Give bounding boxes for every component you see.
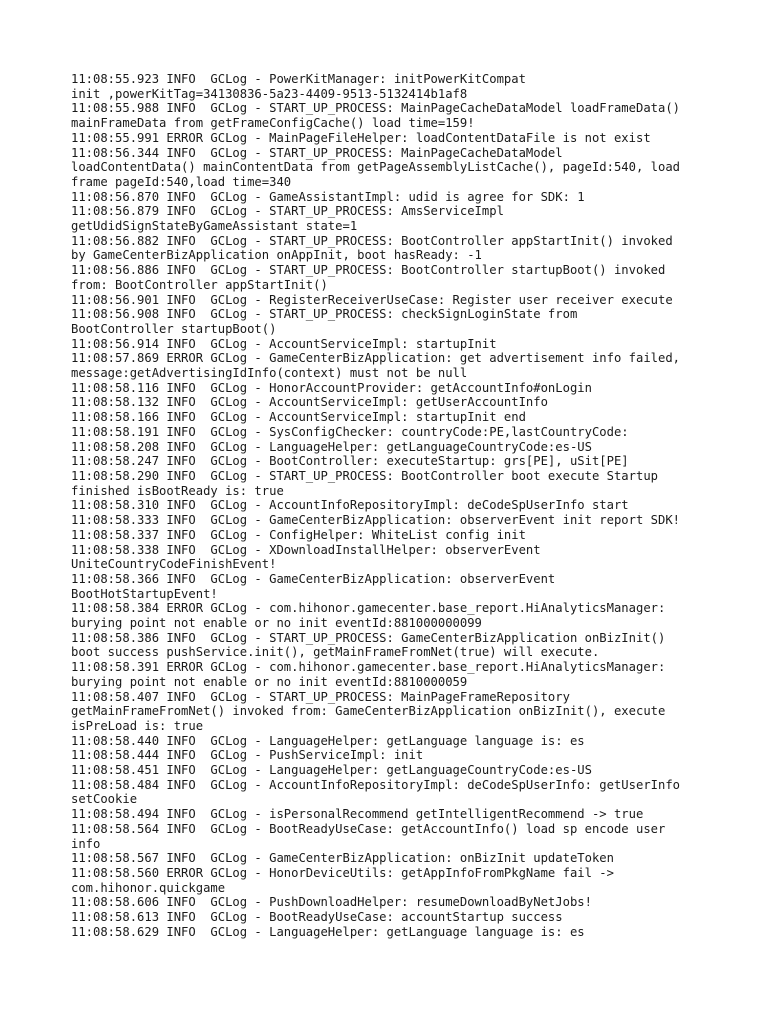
log-line: frame pageId:540,load time=340 [71, 174, 292, 189]
log-line: BootHotStartupEvent! [71, 586, 218, 601]
log-line: 11:08:55.991 ERROR GCLog - MainPageFileHelper: loadContentDataFile is not exist [71, 130, 651, 145]
log-line: 11:08:55.988 INFO GCLog - START_UP_PROCESS: MainPageCacheDataModel loadFrameData() [71, 101, 681, 116]
log-line: 11:08:56.879 INFO GCLog - START_UP_PROCESS: AmsServiceImpl [71, 204, 504, 219]
log-line: setCookie [71, 792, 138, 807]
log-line: by GameCenterBizApplication onAppInit, boot hasReady: -1 [71, 248, 482, 263]
log-text-block [71, 72, 711, 939]
log-line: 11:08:58.166 INFO GCLog - AccountServiceImpl: startupInit end [71, 410, 526, 425]
log-line: 11:08:58.191 INFO GCLog - SysConfigChecker: countryCode:PE,lastCountryCode: [71, 424, 629, 439]
log-line: 11:08:58.333 INFO GCLog - GameCenterBizApplication: observerEvent init report SDK! [71, 513, 681, 528]
log-line: 11:08:58.391 ERROR GCLog - com.hihonor.gamecenter.base_report.HiAnalyticsManager: [71, 660, 666, 675]
log-line: 11:08:58.208 INFO GCLog - LanguageHelper: getLanguageCountryCode:es-US [71, 439, 592, 454]
log-line: boot success pushService.init(), getMainFrameFromNet(true) will execute. [71, 645, 600, 660]
log-line: 11:08:58.337 INFO GCLog - ConfigHelper: WhiteList config init [71, 527, 526, 542]
log-line: 11:08:55.923 INFO GCLog - PowerKitManager: initPowerKitCompat [71, 72, 526, 86]
log-line: 11:08:58.613 INFO GCLog - BootReadyUseCase: accountStartup success [71, 910, 563, 925]
log-line: 11:08:56.914 INFO GCLog - AccountServiceImpl: startupInit [71, 336, 497, 351]
log-line: getMainFrameFromNet() invoked from: GameCenterBizApplication onBizInit(), execute [71, 704, 666, 719]
log-line: mainFrameData from getFrameConfigCache() load time=159! [71, 116, 475, 131]
log-line: 11:08:58.407 INFO GCLog - START_UP_PROCESS: MainPageFrameRepository [71, 689, 570, 704]
log-line: info [71, 836, 101, 851]
log-line: 11:08:58.484 INFO GCLog - AccountInfoRepositoryImpl: deCodeSpUserInfo: getUserInfo [71, 777, 681, 792]
log-line: isPreLoad is: true [71, 718, 204, 733]
log-line: 11:08:58.338 INFO GCLog - XDownloadInstallHelper: observerEvent [71, 542, 541, 557]
log-line: 11:08:58.310 INFO GCLog - AccountInfoRepositoryImpl: deCodeSpUserInfo start [71, 498, 629, 513]
log-line: 11:08:56.901 INFO GCLog - RegisterReceiverUseCase: Register user receiver execute [71, 292, 673, 307]
log-line: 11:08:58.290 INFO GCLog - START_UP_PROCESS: BootController boot execute Startup [71, 468, 658, 483]
log-line: 11:08:58.247 INFO GCLog - BootController: executeStartup: grs[PE], uSit[PE] [71, 454, 629, 469]
log-line: BootController startupBoot() [71, 321, 277, 336]
log-line: burying point not enable or no init eventId:881000000099 [71, 616, 482, 631]
log-line: message:getAdvertisingIdInfo(context) must not be null [71, 366, 468, 381]
log-line: 11:08:57.869 ERROR GCLog - GameCenterBizApplication: get advertisement info failed, [71, 351, 681, 366]
log-line: 11:08:58.386 INFO GCLog - START_UP_PROCESS: GameCenterBizApplication onBizInit() [71, 630, 666, 645]
log-line: 11:08:56.344 INFO GCLog - START_UP_PROCESS: MainPageCacheDataModel [71, 145, 563, 160]
log-line: 11:08:58.384 ERROR GCLog - com.hihonor.gamecenter.base_report.HiAnalyticsManager: [71, 601, 666, 616]
log-line: 11:08:56.886 INFO GCLog - START_UP_PROCESS: BootController startupBoot() invoked [71, 263, 666, 278]
log-line: 11:08:56.908 INFO GCLog - START_UP_PROCESS: checkSignLoginState from [71, 307, 578, 322]
log-line: 11:08:58.560 ERROR GCLog - HonorDeviceUtils: getAppInfoFromPkgName fail -> [71, 865, 614, 880]
log-line: com.hihonor.quickgame [71, 880, 226, 895]
log-line: 11:08:58.629 INFO GCLog - LanguageHelper: getLanguage language is: es [71, 924, 585, 939]
log-line: 11:08:58.451 INFO GCLog - LanguageHelper: getLanguageCountryCode:es-US [71, 763, 592, 778]
log-line: loadContentData() mainContentData from getPageAssemblyListCache(), pageId:540, load [71, 160, 681, 175]
log-line: 11:08:58.564 INFO GCLog - BootReadyUseCase: getAccountInfo() load sp encode user [71, 821, 666, 836]
log-line: getUdidSignStateByGameAssistant state=1 [71, 219, 358, 234]
log-line: init ,powerKitTag=34130836-5a23-4409-9513-5132414b1af8 [71, 86, 468, 101]
log-line: finished isBootReady is: true [71, 483, 284, 498]
log-line: 11:08:58.606 INFO GCLog - PushDownloadHelper: resumeDownloadByNetJobs! [71, 895, 592, 910]
log-line: 11:08:56.870 INFO GCLog - GameAssistantImpl: udid is agree for SDK: 1 [71, 189, 585, 204]
log-line: burying point not enable or no init eventId:8810000059 [71, 674, 468, 689]
log-line: UniteCountryCodeFinishEvent! [71, 557, 277, 572]
log-line: 11:08:58.567 INFO GCLog - GameCenterBizApplication: onBizInit updateToken [71, 851, 614, 866]
log-line: 11:08:58.494 INFO GCLog - isPersonalRecommend getIntelligentRecommend -> true [71, 807, 644, 822]
log-line: 11:08:58.116 INFO GCLog - HonorAccountProvider: getAccountInfo#onLogin [71, 380, 592, 395]
log-line: 11:08:58.366 INFO GCLog - GameCenterBizApplication: observerEvent [71, 571, 556, 586]
log-line: 11:08:58.444 INFO GCLog - PushServiceImpl: init [71, 748, 424, 763]
log-line: 11:08:58.440 INFO GCLog - LanguageHelper: getLanguage language is: es [71, 733, 585, 748]
log-line: from: BootController appStartInit() [71, 277, 328, 292]
log-line: 11:08:56.882 INFO GCLog - START_UP_PROCESS: BootController appStartInit() invoked [71, 233, 673, 248]
log-line: 11:08:58.132 INFO GCLog - AccountServiceImpl: getUserAccountInfo [71, 395, 548, 410]
